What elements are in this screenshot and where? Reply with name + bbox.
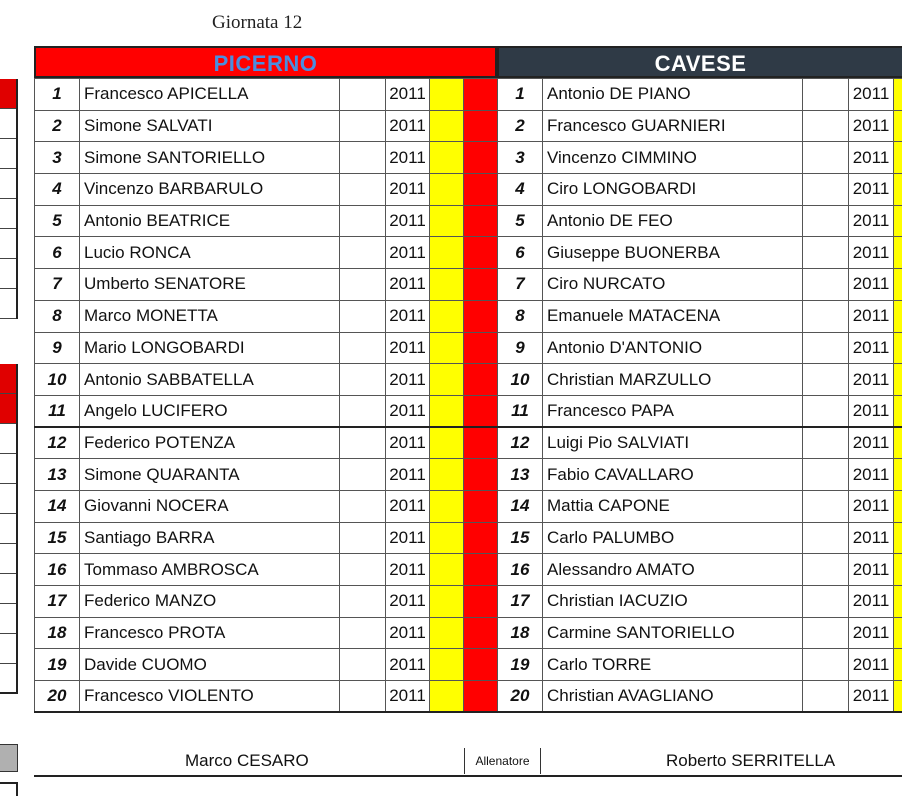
player-year: 2011 — [849, 681, 894, 713]
player-number: 6 — [498, 237, 543, 269]
table-row — [35, 174, 498, 206]
player-number: 18 — [498, 617, 543, 649]
table-row — [498, 269, 902, 301]
yellow-card-cell — [430, 110, 464, 142]
table-row — [35, 681, 498, 713]
player-number: 18 — [35, 617, 80, 649]
player-number: 3 — [498, 142, 543, 174]
strip-cell — [0, 574, 16, 604]
player-number: 4 — [498, 174, 543, 206]
home-team-name: PICERNO — [34, 46, 497, 78]
blank-cell — [340, 490, 386, 522]
yellow-card-cell — [430, 205, 464, 237]
player-name: Francesco PAPA — [543, 395, 803, 427]
player-name: Federico MANZO — [80, 586, 340, 618]
blank-cell — [803, 332, 849, 364]
table-row — [498, 649, 902, 681]
yellow-card-cell — [430, 174, 464, 206]
player-number: 1 — [498, 79, 543, 111]
player-year: 2011 — [386, 649, 430, 681]
player-number: 20 — [498, 681, 543, 713]
yellow-card-cell — [894, 79, 902, 111]
table-row — [498, 490, 902, 522]
table-row — [498, 300, 902, 332]
yellow-card-cell — [894, 205, 902, 237]
player-year: 2011 — [849, 649, 894, 681]
away-roster-table — [497, 78, 902, 713]
player-name: Giuseppe BUONERBA — [543, 237, 803, 269]
yellow-card-cell — [430, 364, 464, 396]
table-row — [498, 205, 902, 237]
red-card-cell — [464, 269, 498, 301]
player-number: 2 — [498, 110, 543, 142]
player-year: 2011 — [386, 332, 430, 364]
player-name: Antonio D'ANTONIO — [543, 332, 803, 364]
blank-cell — [803, 364, 849, 396]
player-year: 2011 — [386, 364, 430, 396]
blank-cell — [340, 586, 386, 618]
strip-cell — [0, 664, 16, 694]
table-row — [35, 142, 498, 174]
player-year: 2011 — [386, 617, 430, 649]
table-row — [35, 364, 498, 396]
player-number: 17 — [498, 586, 543, 618]
table-row — [498, 237, 902, 269]
table-row — [35, 617, 498, 649]
strip-cell — [0, 169, 16, 199]
player-name: Francesco PROTA — [80, 617, 340, 649]
blank-cell — [340, 79, 386, 111]
player-year: 2011 — [849, 522, 894, 554]
blank-cell — [340, 237, 386, 269]
red-card-cell — [464, 617, 498, 649]
blank-cell — [340, 174, 386, 206]
player-year: 2011 — [849, 300, 894, 332]
table-row — [498, 459, 902, 491]
player-name: Emanuele MATACENA — [543, 300, 803, 332]
yellow-card-cell — [894, 649, 902, 681]
player-year: 2011 — [849, 617, 894, 649]
player-year: 2011 — [849, 79, 894, 111]
player-number: 14 — [498, 490, 543, 522]
away-coach-name: Roberto SERRITELLA — [666, 751, 836, 770]
home-roster-body — [35, 79, 498, 713]
blank-cell — [340, 332, 386, 364]
yellow-card-cell — [894, 110, 902, 142]
blank-cell — [340, 459, 386, 491]
blank-cell — [803, 79, 849, 111]
blank-cell — [803, 174, 849, 206]
player-number: 12 — [35, 427, 80, 459]
red-card-cell — [464, 205, 498, 237]
blank-cell — [803, 490, 849, 522]
player-year: 2011 — [386, 490, 430, 522]
strip-cell — [0, 514, 16, 544]
player-number: 19 — [35, 649, 80, 681]
player-year: 2011 — [386, 300, 430, 332]
player-name: Antonio DE FEO — [543, 205, 803, 237]
player-number: 13 — [498, 459, 543, 491]
blank-cell — [803, 237, 849, 269]
player-name: Antonio SABBATELLA — [80, 364, 340, 396]
player-name: Carmine SANTORIELLO — [543, 617, 803, 649]
player-name: Vincenzo CIMMINO — [543, 142, 803, 174]
player-number: 11 — [35, 395, 80, 427]
yellow-card-cell — [894, 427, 902, 459]
table-row — [498, 586, 902, 618]
yellow-card-cell — [894, 490, 902, 522]
away-roster-body — [498, 79, 902, 713]
player-year: 2011 — [386, 110, 430, 142]
player-year: 2011 — [386, 79, 430, 111]
player-number: 19 — [498, 649, 543, 681]
player-name: Fabio CAVALLARO — [543, 459, 803, 491]
red-card-cell — [464, 681, 498, 713]
blank-cell — [340, 110, 386, 142]
player-number: 7 — [498, 269, 543, 301]
yellow-card-cell — [430, 142, 464, 174]
player-number: 9 — [498, 332, 543, 364]
player-name: Lucio RONCA — [80, 237, 340, 269]
blank-cell — [340, 269, 386, 301]
strip-red-cell — [0, 79, 16, 109]
player-year: 2011 — [386, 586, 430, 618]
red-card-cell — [464, 395, 498, 427]
player-number: 10 — [35, 364, 80, 396]
blank-cell — [340, 681, 386, 713]
player-year: 2011 — [849, 554, 894, 586]
player-name: Vincenzo BARBARULO — [80, 174, 340, 206]
yellow-card-cell — [430, 681, 464, 713]
player-year: 2011 — [386, 269, 430, 301]
player-name: Umberto SENATORE — [80, 269, 340, 301]
player-year: 2011 — [849, 237, 894, 269]
table-row — [35, 79, 498, 111]
player-number: 8 — [498, 300, 543, 332]
table-row — [498, 427, 902, 459]
player-number: 7 — [35, 269, 80, 301]
blank-cell — [340, 300, 386, 332]
player-number: 4 — [35, 174, 80, 206]
table-row — [498, 332, 902, 364]
table-row — [35, 237, 498, 269]
table-row — [35, 490, 498, 522]
player-name: Christian IACUZIO — [543, 586, 803, 618]
yellow-card-cell — [430, 490, 464, 522]
yellow-card-cell — [894, 142, 902, 174]
player-number: 6 — [35, 237, 80, 269]
table-row — [35, 395, 498, 427]
table-row — [35, 649, 498, 681]
table-row — [498, 142, 902, 174]
blank-cell — [340, 205, 386, 237]
yellow-card-cell — [430, 522, 464, 554]
yellow-card-cell — [894, 522, 902, 554]
yellow-card-cell — [894, 681, 902, 713]
strip-cell — [0, 259, 16, 289]
player-name: Giovanni NOCERA — [80, 490, 340, 522]
player-year: 2011 — [386, 174, 430, 206]
blank-cell — [803, 110, 849, 142]
player-name: Tommaso AMBROSCA — [80, 554, 340, 586]
player-name: Christian AVAGLIANO — [543, 681, 803, 713]
red-card-cell — [464, 427, 498, 459]
blank-cell — [803, 427, 849, 459]
player-year: 2011 — [849, 364, 894, 396]
blank-cell — [340, 142, 386, 174]
table-row — [35, 205, 498, 237]
player-year: 2011 — [386, 522, 430, 554]
player-name: Mattia CAPONE — [543, 490, 803, 522]
player-number: 1 — [35, 79, 80, 111]
player-year: 2011 — [849, 110, 894, 142]
table-row — [35, 586, 498, 618]
blank-cell — [803, 586, 849, 618]
player-year: 2011 — [849, 174, 894, 206]
blank-cell — [803, 649, 849, 681]
table-row — [498, 364, 902, 396]
player-name: Luigi Pio SALVIATI — [543, 427, 803, 459]
matchday-title: Giornata 12 — [212, 12, 303, 33]
player-year: 2011 — [386, 554, 430, 586]
blank-cell — [803, 300, 849, 332]
left-edge-strip-lower — [0, 364, 18, 694]
yellow-card-cell — [430, 237, 464, 269]
red-card-cell — [464, 142, 498, 174]
table-row — [35, 332, 498, 364]
yellow-card-cell — [430, 586, 464, 618]
yellow-card-cell — [894, 332, 902, 364]
player-year: 2011 — [849, 332, 894, 364]
table-row — [35, 554, 498, 586]
player-number: 10 — [498, 364, 543, 396]
strip-cell — [0, 229, 16, 259]
blank-cell — [340, 395, 386, 427]
table-row — [498, 522, 902, 554]
player-number: 11 — [498, 395, 543, 427]
player-name: Davide CUOMO — [80, 649, 340, 681]
player-year: 2011 — [386, 142, 430, 174]
player-name: Alessandro AMATO — [543, 554, 803, 586]
player-name: Carlo TORRE — [543, 649, 803, 681]
yellow-card-cell — [894, 364, 902, 396]
left-edge-strip — [0, 79, 18, 319]
blank-cell — [803, 681, 849, 713]
player-year: 2011 — [386, 205, 430, 237]
red-card-cell — [464, 110, 498, 142]
blank-cell — [340, 427, 386, 459]
strip-cell — [0, 634, 16, 664]
red-card-cell — [464, 554, 498, 586]
home-coach-name: Marco CESARO — [185, 751, 309, 770]
yellow-card-cell — [430, 332, 464, 364]
player-year: 2011 — [386, 427, 430, 459]
table-row — [35, 459, 498, 491]
strip-red-cell — [0, 394, 16, 424]
blank-cell — [340, 649, 386, 681]
player-name: Antonio BEATRICE — [80, 205, 340, 237]
player-number: 3 — [35, 142, 80, 174]
strip-cell — [0, 604, 16, 634]
yellow-card-cell — [894, 269, 902, 301]
yellow-card-cell — [430, 649, 464, 681]
player-name: Carlo PALUMBO — [543, 522, 803, 554]
strip-cell — [0, 544, 16, 574]
table-row — [35, 300, 498, 332]
player-number: 16 — [498, 554, 543, 586]
player-year: 2011 — [849, 269, 894, 301]
red-card-cell — [464, 522, 498, 554]
player-year: 2011 — [386, 237, 430, 269]
player-name: Francesco GUARNIERI — [543, 110, 803, 142]
table-row — [498, 174, 902, 206]
player-name: Federico POTENZA — [80, 427, 340, 459]
player-year: 2011 — [386, 681, 430, 713]
player-year: 2011 — [386, 459, 430, 491]
footer-divider — [34, 775, 902, 777]
red-card-cell — [464, 332, 498, 364]
player-name: Angelo LUCIFERO — [80, 395, 340, 427]
yellow-card-cell — [430, 617, 464, 649]
red-card-cell — [464, 459, 498, 491]
player-number: 2 — [35, 110, 80, 142]
home-roster-table — [34, 78, 498, 713]
strip-cell — [0, 484, 16, 514]
player-name: Simone SANTORIELLO — [80, 142, 340, 174]
player-number: 16 — [35, 554, 80, 586]
yellow-card-cell — [430, 79, 464, 111]
table-row — [498, 681, 902, 713]
player-year: 2011 — [849, 395, 894, 427]
strip-cell — [0, 109, 16, 139]
player-year: 2011 — [849, 205, 894, 237]
blank-cell — [803, 205, 849, 237]
blank-cell — [803, 617, 849, 649]
table-row — [498, 110, 902, 142]
player-year: 2011 — [849, 142, 894, 174]
blank-cell — [803, 269, 849, 301]
away-team-block — [497, 46, 902, 713]
yellow-card-cell — [430, 459, 464, 491]
yellow-card-cell — [894, 300, 902, 332]
table-row — [35, 269, 498, 301]
player-name: Francesco APICELLA — [80, 79, 340, 111]
player-number: 9 — [35, 332, 80, 364]
strip-cell — [0, 289, 16, 319]
player-year: 2011 — [386, 395, 430, 427]
player-number: 5 — [498, 205, 543, 237]
home-team-block — [34, 46, 497, 713]
red-card-cell — [464, 649, 498, 681]
table-row — [498, 79, 902, 111]
player-number: 13 — [35, 459, 80, 491]
yellow-card-cell — [430, 269, 464, 301]
yellow-card-cell — [430, 395, 464, 427]
red-card-cell — [464, 490, 498, 522]
player-name: Christian MARZULLO — [543, 364, 803, 396]
player-year: 2011 — [849, 586, 894, 618]
red-card-cell — [464, 174, 498, 206]
yellow-card-cell — [894, 395, 902, 427]
left-bottom-box — [0, 782, 18, 796]
yellow-card-cell — [894, 459, 902, 491]
player-year: 2011 — [849, 490, 894, 522]
table-row — [35, 522, 498, 554]
red-card-cell — [464, 300, 498, 332]
player-number: 20 — [35, 681, 80, 713]
red-card-cell — [464, 237, 498, 269]
yellow-card-cell — [894, 554, 902, 586]
table-row — [498, 554, 902, 586]
blank-cell — [340, 554, 386, 586]
player-name: Simone QUARANTA — [80, 459, 340, 491]
player-name: Santiago BARRA — [80, 522, 340, 554]
blank-cell — [803, 459, 849, 491]
player-number: 14 — [35, 490, 80, 522]
player-name: Ciro LONGOBARDI — [543, 174, 803, 206]
player-number: 15 — [498, 522, 543, 554]
table-row — [35, 427, 498, 459]
player-name: Marco MONETTA — [80, 300, 340, 332]
left-grey-box — [0, 744, 18, 772]
player-number: 17 — [35, 586, 80, 618]
blank-cell — [340, 522, 386, 554]
strip-cell — [0, 454, 16, 484]
table-row — [498, 395, 902, 427]
player-number: 12 — [498, 427, 543, 459]
red-card-cell — [464, 586, 498, 618]
player-number: 5 — [35, 205, 80, 237]
player-name: Simone SALVATI — [80, 110, 340, 142]
table-row — [498, 617, 902, 649]
strip-cell — [0, 199, 16, 229]
player-name: Mario LONGOBARDI — [80, 332, 340, 364]
blank-cell — [803, 522, 849, 554]
blank-cell — [340, 617, 386, 649]
away-team-name: CAVESE — [497, 46, 902, 78]
strip-cell — [0, 424, 16, 454]
blank-cell — [803, 554, 849, 586]
red-card-cell — [464, 364, 498, 396]
blank-cell — [803, 142, 849, 174]
blank-cell — [803, 395, 849, 427]
yellow-card-cell — [894, 174, 902, 206]
player-number: 8 — [35, 300, 80, 332]
yellow-card-cell — [894, 237, 902, 269]
player-name: Ciro NURCATO — [543, 269, 803, 301]
strip-cell — [0, 139, 16, 169]
player-year: 2011 — [849, 427, 894, 459]
yellow-card-cell — [430, 427, 464, 459]
player-year: 2011 — [849, 459, 894, 491]
table-row — [35, 110, 498, 142]
player-name: Antonio DE PIANO — [543, 79, 803, 111]
yellow-card-cell — [430, 554, 464, 586]
player-number: 15 — [35, 522, 80, 554]
yellow-card-cell — [430, 300, 464, 332]
player-name: Francesco VIOLENTO — [80, 681, 340, 713]
coach-label: Allenatore — [464, 748, 541, 774]
red-card-cell — [464, 79, 498, 111]
yellow-card-cell — [894, 586, 902, 618]
strip-red-cell — [0, 364, 16, 394]
yellow-card-cell — [894, 617, 902, 649]
blank-cell — [340, 364, 386, 396]
